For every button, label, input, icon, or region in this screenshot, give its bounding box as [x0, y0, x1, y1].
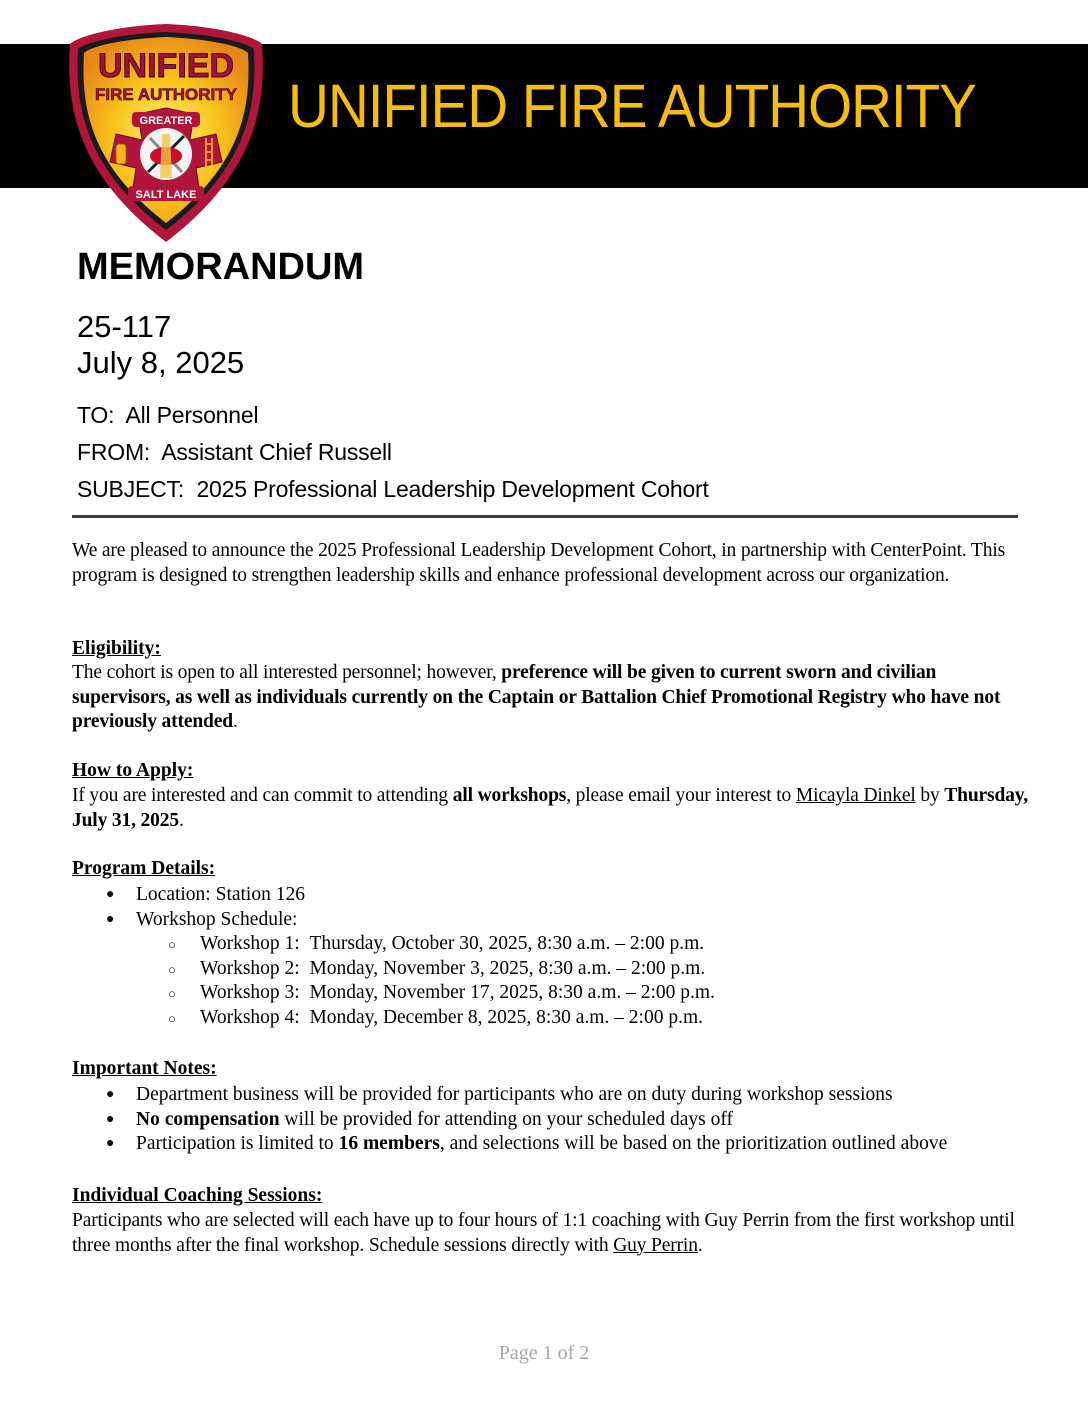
- note-bold: No compensation: [136, 1108, 280, 1130]
- workshop-item: [136, 1006, 1072, 1031]
- unified-fire-authority-patch-logo: [66, 22, 266, 244]
- workshop-item: [136, 932, 1072, 957]
- apply-text-2: , please email your interest to: [566, 785, 796, 806]
- schedule-label: Workshop Schedule:: [136, 908, 298, 930]
- workshop-item: [136, 981, 1072, 1006]
- apply-text-4: .: [178, 809, 184, 831]
- location-text: Location: Station 126: [136, 884, 305, 905]
- note-text: , and selections will be based on the prioritization outlined above: [439, 1133, 948, 1154]
- list-item: [72, 1083, 1072, 1108]
- subject-label: SUBJECT:: [77, 476, 185, 502]
- memo-number: 25-117: [77, 309, 172, 344]
- apply-text-3: by: [915, 785, 945, 806]
- patch-top-text: UNIFIED: [98, 47, 234, 85]
- circle-bullet-icon: ○: [168, 937, 176, 952]
- note-text: will be provided for attending on your scheduled days off: [279, 1108, 733, 1130]
- workshop-when: Monday, November 3, 2025, 8:30 a.m. – 2:00 p.m.: [309, 957, 706, 979]
- contact-link-micayla-dinkel[interactable]: Micayla Dinkel: [795, 785, 916, 806]
- coaching-heading: Individual Coaching Sessions:: [72, 1185, 323, 1206]
- memo-title: MEMORANDUM: [77, 246, 365, 288]
- patch-arc-text: FIRE AUTHORITY: [95, 85, 237, 104]
- organization-name: UNIFIED FIRE AUTHORITY: [288, 72, 976, 140]
- circle-bullet-icon: ○: [168, 1010, 176, 1026]
- workshop-label: Workshop 3:: [200, 982, 300, 1003]
- workshop-label: Workshop 4:: [200, 1006, 300, 1028]
- apply-deadline: Thursday, July 31, 2025: [72, 785, 1029, 831]
- how-to-apply-heading: How to Apply:: [72, 760, 194, 781]
- workshop-label: Workshop 2:: [200, 957, 300, 979]
- from-value: Assistant Chief Russell: [161, 439, 392, 465]
- workshop-item: [136, 957, 1072, 982]
- coaching-end: .: [697, 1234, 703, 1256]
- eligibility-paragraph: [72, 661, 1032, 735]
- list-item: [72, 908, 1072, 1031]
- workshop-label: Workshop 1:: [200, 933, 300, 954]
- patch-ribbon-upper: GREATER: [139, 115, 193, 127]
- note-text: Participation is limited to: [136, 1133, 339, 1154]
- memo-to: [77, 404, 258, 427]
- note-text: Department business will be provided for participants who are on duty during workshop sessions: [136, 1084, 893, 1105]
- workshop-when: Monday, November 17, 2025, 8:30 a.m. – 2:00 p.m.: [309, 982, 715, 1003]
- contact-link-guy-perrin[interactable]: Guy Perrin: [613, 1234, 698, 1256]
- program-details-list: [72, 883, 1072, 1030]
- from-label: FROM:: [77, 439, 151, 465]
- bullet-icon: ●: [106, 1136, 115, 1151]
- how-to-apply-paragraph: [72, 784, 1032, 833]
- to-label: TO:: [77, 402, 115, 428]
- important-notes-heading: Important Notes:: [72, 1058, 217, 1079]
- patch-ribbon-lower: SALT LAKE: [135, 189, 197, 201]
- memo-from: [77, 441, 392, 464]
- fire-hydrant-icon: [116, 144, 126, 164]
- coaching-paragraph: [72, 1209, 1032, 1258]
- apply-all-workshops: all workshops: [452, 785, 567, 806]
- header-divider: [72, 515, 1018, 518]
- bullet-icon: ●: [106, 1087, 115, 1102]
- important-notes-list: [72, 1083, 1072, 1157]
- eligibility-end: .: [232, 711, 238, 732]
- list-item: [72, 1108, 1072, 1133]
- coaching-text: Participants who are selected will each have up to four hours of 1:1 coaching with Guy Perrin from the first workshop until three months after the final workshop. Schedule sessions directly with: [72, 1210, 1015, 1256]
- subject-value: 2025 Professional Leadership Development Cohort: [196, 476, 709, 502]
- workshop-when: Thursday, October 30, 2025, 8:30 a.m. – 2:00 p.m.: [309, 933, 705, 954]
- bullet-icon: ●: [106, 911, 115, 927]
- note-bold: 16 members: [338, 1133, 440, 1154]
- apply-text-1: If you are interested and can commit to attending: [72, 785, 453, 806]
- eligibility-text: The cohort is open to all interested personnel; however,: [72, 662, 502, 683]
- memo-subject: [77, 478, 709, 501]
- program-details-heading: Program Details:: [72, 858, 216, 879]
- bullet-icon: ●: [106, 1111, 115, 1127]
- circle-bullet-icon: ○: [168, 961, 176, 977]
- page-number: Page 1 of 2: [498, 1342, 590, 1364]
- workshop-schedule-list: [136, 932, 1072, 1030]
- list-item: [72, 883, 1072, 908]
- bullet-icon: ●: [106, 887, 115, 902]
- eligibility-preference: preference will be given to current sworn and civilian supervisors, as well as individuals currently on the Captain or Battalion Chief Promotional Registry who have not previously attended: [72, 662, 1001, 732]
- eligibility-heading: Eligibility:: [72, 638, 161, 659]
- intro-paragraph: We are pleased to announce the 2025 Professional Leadership Development Cohort, in partnership with CenterPoint. This program is designed to strengthen leadership skills and enhance professional development across our organization.: [72, 540, 1006, 586]
- memo-date: July 8, 2025: [77, 345, 245, 380]
- circle-bullet-icon: ○: [168, 986, 176, 1001]
- to-value: All Personnel: [125, 402, 259, 428]
- workshop-when: Monday, December 8, 2025, 8:30 a.m. – 2:00 p.m.: [309, 1006, 704, 1028]
- list-item: [72, 1132, 1072, 1157]
